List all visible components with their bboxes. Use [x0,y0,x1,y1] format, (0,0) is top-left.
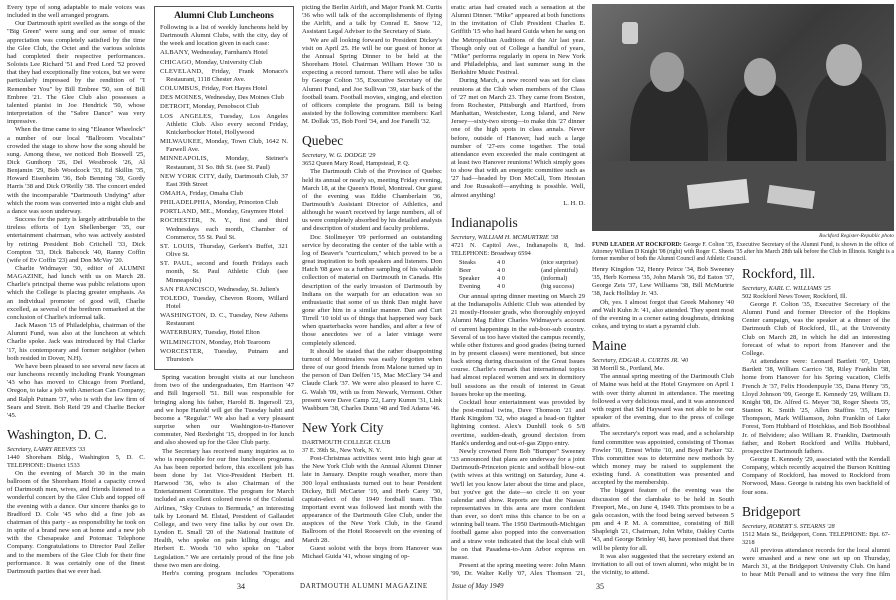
paragraph: George E. Kennedy '29, associated with the Kendall Company, which recently acquired the Burson Knitting Company of Rockford, has moved to Rockford from Norwood, Mass. George is raising his own backfield of four sons. [742,455,890,496]
paragraph: The secretary's report was read, and a scholarship fund committee was appointed, consisting of Thomas Fowler '10, Ernest White '10, and Boyd Parker '32. This committee was to determine new methods by which money may be raised to supplement the existing fund. A constitution was presented and accepted by the membership. [592,430,734,487]
luncheon-city: DETROIT, [160,103,191,111]
luncheon-city: CLEVELAND, [160,67,204,75]
luncheon-city: CHICAGO, [160,58,194,66]
luncheon-details: Friday, Frank Monaco's Restaurant, 1118 Chester Ave. [166,67,288,83]
news-photo [592,4,894,231]
luncheon-details: D. C., Tuesday, New Athens Restaurant [166,312,288,328]
report-card-label: Speaker [459,274,480,282]
paragraph: During March, a new record was set for class reunions at the Club when members of the Class of '27 met on March 23. They came from Boston, from Rochester, Pittsburgh and Hartford, from Manhattan, Westchester, Long Island, and New Jersey—sixty-two strong—to make this '27 dinner one of the high spots in class annals. Never before, outside of Hanover, had such a large number of '27-ers come together. The total attendance even exceeded the male contingent at at least two Hanover reunions! Which simply goes to show that with an energetic committee such as '27 had—headed by Don McCall, Tom Hessian and Joe Russakoff—anything is possible. Well, almost anything! [451,77,585,199]
luncheon-city: MILWAUKEE, [160,138,204,146]
paragraph: George F. Colton '35, Executive Secretary of the Alumni Fund and former Director of the Hopkins Center campaign, was the speaker at a dinner of the Dartmouth Club of Rockford, Ill., at the University Club on March 28, in which he did an interesting forecast of what to report from Hanover and the College. [742,301,890,357]
paragraph: Spring vacation brought visits at our luncheon from two of the undergraduates, Ern Harrison '47 and Bill Ingersoll '51. Bill was responsible for bringing along his father, Harold B. Ingersoll '23, and we hope Harold will get the Tuesday habit and become a "Regular." We also had a very pleasant surprise when our Washington-to-Hanover commuter, Ned Rexbright '15, dropped in for lunch and also showed up for the Glee Club party. [154,374,294,447]
issue-date-footer: Issue of May 1949 [452,582,504,590]
luncheon-list-item [160,113,288,137]
luncheon-details: Monday, Steiner's Restaurant, 31 So. 8th St. (see St. Paul) [166,155,288,171]
paragraph: Newly crowned Frere Bob "Bumper" Sweeney '33 announced that plans are underway for a joint Dartmouth-Princeton picnic and softball blow-out (with wives at this writing) on Saturday, June 4. We'll let you know later about the time and place, but you've got the date—so circle it on your calendar and show. Reports are that the Nassau representatives in this area are more confident than ever, so don't miss this chance to be on a winning ball team. The 1950 Dartmouth-Michigan football game also popped into the conversation and a straw vote indicated that the local club will be on that Pasadena-to-Ann Arbor express en masse. [451,447,585,561]
luncheon-details: Monday, Town Club, 1642 N. Farwell Ave. [166,138,288,154]
paragraph: Guest soloist with the boys from Hanover was Michael Guida '41, whose singing of op- [302,544,442,560]
page-gutter [446,0,448,600]
report-card-val: 4 0 [497,258,505,266]
luncheon-list-item [160,173,288,189]
section-title-washington: Washington, D. C. [7,426,107,442]
luncheon-list-item [160,348,288,364]
luncheon-list-item [160,94,288,102]
luncheon-city: ROCHESTER, [160,217,203,225]
luncheon-details: Tuesday, Putnam and Thurston's [166,347,289,363]
luncheon-list-item [160,49,288,57]
paragraph: Oh, yes. I almost forgot that Greek Mahoney '40 and Walt Kuhn Jr. '41, also attended. They spent most of the evening in a corner eating doughnuts, drinking cokes, and trying to start a pyramid club. [592,298,734,331]
luncheon-list-item [160,260,288,284]
column-6 [742,266,890,578]
signature: L. H. D. [563,199,585,207]
report-card-val: 4 0 [497,274,505,282]
address-line: 38 Morrill St., Portland, Me. [592,365,665,373]
report-card-val: 4 0 [497,266,505,274]
column-3 [302,4,442,578]
luncheon-city: ST. LOUIS, [160,242,196,250]
luncheon-list-item [160,312,288,328]
paragraph: eratic arias had created such a sensation at the Alumni Dinner. "Mike" appeared at both functions in the invitation of Club President Charles E. Griffith '15 who had heard Guida when he sang on the Metropolitan Auditions of the Air last year. Though only out of College a handful of years, "Mike" performs regularly in opera in New York and Philadelphia, and last summer sung in the Berkshire Music Festival. [451,4,585,77]
paragraph: When the time came to sing "Eleanor Wheelock" a number of our local "Ballroom Vocalists" crowded the stage to show how the song should be sung. Among these, we noticed Bob Boswell '25, Dick Gunthorp '26, Del Westbrook '26, Al Benjamin '29, Bob Woodcock '33, Ed Skillin '35, Howard Eisenheim '36, Bob Benning '39, Gordy Harris '38 and Dick O'Reilly '38. The concert ended with the incomparable "Dartmouth Undying" after which the room was converted into a night club and a dance was soon underway. [7,126,145,215]
luncheon-list-item [160,286,288,294]
luncheon-details: Wednesday, St. Julien's [217,285,280,293]
column-2 [154,4,294,578]
luncheon-details: Tuesday, Los Angeles Athletic Club. Also every second Friday, Knickerbocker Hotel, Hollywood [166,112,288,136]
paragraph: Charlie Widmayer '30, editor of ALUMNI MAGAZINE, had lunch with us on March 28. Charlie's principal theme was public relations upon which the College is placing greater emphasis. As an individual promoter of good will, Charlie excelled, as several of the brethren remarked at the conclusion of Charlie's informal talk. [7,265,145,321]
report-card-val: 4 0 [497,282,505,290]
column-4 [451,4,585,578]
report-card-label: Steaks [459,258,476,266]
column-5 [592,266,734,578]
luncheon-list-item [160,217,288,241]
luncheon-city: NEW YORK CITY, [160,172,217,180]
address-line: 1512 Main St., Bridgeport, Conn. TELEPHONE: Bpt. 67-3218 [742,530,890,546]
paragraph: It was also suggested that the secretary extend an invitation to all out of town alumni, who might be in the vicinity, to attend. [592,552,734,576]
luncheon-list-item [160,59,288,67]
paragraph: On the evening of March 30 in the main ballroom of the Shoreham Hotel a capacity crowd of Dartmouth men, wives, and friends listened to a wonderful concert by the Glee Club and topped off the evening with a dance. Our sincere thanks go to Bradford D. Cole '45 who did a fine job as chairman of this party - as responsibility he took on in spite of a brand new son at home and a new job with the Chesapeake and Potomac Telephone Company. Congratulations to Director Paul Zeller and to the members of the Glee Club for their fine performance. It was certainly one of the finest Dartmouth parties that we ever had. [7,469,145,575]
paragraph: Henry Kingdon '32, Henry Peirce '34, Bob Sweeney '35, Herb Korness '35, John Marsh '36, Ed Eaton '37, George Zeis '37, Lew Williams '38, Bill McMurtrie '38, Jack Holliday Jr. '43. [592,266,734,298]
report-card-note: (big success) [541,282,575,290]
luncheon-details: Friday, Omaha Club [189,189,244,197]
luncheon-list-intro: Following is a list of weekly luncheons held by Dartmouth Alumni Clubs, with the city, day of the week and location given in each case: [160,24,288,48]
section-title-maine: Maine [592,338,627,354]
paragraph: Cocktail hour entertainment was provided by the post-mutual twins, Dave Thomson '21 and Hank Kingdom '32, who staged a head-on fighter lightning contest. Alex's Dunhill took 6 5/8 overtime, sudden-death, ground decision from Hank's underdog and out-of-gas Zippo entry. [451,398,585,447]
magazine-title-footer: DARTMOUTH ALUMNI MAGAZINE [300,582,428,590]
paragraph: Success for the party is largely attributable to the tireless efforts of Lyn Shellenberger '35, our entertainment chairman, who was actively assisted by retiring President Bob Critchell '33, Dick Compton '33, Dick Babcock '40, Ranny Coffin (wife of Ev Coffin '23) and Don McVay '20. [7,216,145,264]
luncheon-details: second and fourth Fridays each month, St. Paul Athletic Club (see Minneapolis) [166,260,288,284]
luncheon-city: COLUMBUS, [160,85,201,93]
luncheon-details: Wednesday, Farnham's Hotel [191,49,268,57]
luncheon-list-item [160,190,288,198]
luncheon-details: daily, Dartmouth Club, 37 East 39th Street [166,172,288,188]
section-title-indianapolis: Indianapolis [451,214,518,230]
paragraph: Doc Stollmeyer '09 performed an outstanding service by decorating the center of the table with a log of Beaver's "curriculum," which proved to be a great inspiration to both speakers and listeners. Don Hatch '08 gave us a further sampling of his valuable collection of material on Dartmouth in Canada. His description of the early invasion of Dartmouth by Indians on the warpath for an education was so enthusiastic that some of us think Dan might have gone after him in a similar manner. Dan and Curt Tirrell '10 told us of things that happened way back when quarterbacks wore handles, and after a few of those anecdotes we of a later vintage were completely silenced. [302,233,442,347]
luncheon-list-item [160,103,288,111]
secretary-line: DARTMOUTH COLLEGE CLUB [302,439,391,447]
report-card-note: (and plentiful) [541,266,578,274]
person-head [744,58,776,96]
luncheon-city: MINNEAPOLIS, [160,155,209,163]
paragraph: Our annual spring dinner meeting on March 29 at the Indianapolis Athletic Club was attended by 21 mostly-Hoosier grads, who thoroughly enjoyed Alumni Mag Editor Charles Widmayer's account of current happenings in the sub-boo-sub country. Several of us too have visited the campus recently, while other fixtures and good grades (being turned in by present classes) were mentioned, but since back strong during discussion of the Great Issues course. Charlie's remark that international topics had almost replaced women and sex in dormitory bull sessions as the result of interest in Great Issues broke up the meeting. [451,292,585,398]
luncheon-city: LOS ANGELES, [160,112,214,120]
luncheon-city: OMAHA, [160,189,188,197]
address-line: 502 Rockford News Tower, Rockford, Ill. [742,293,848,300]
luncheon-city: PORTLAND, ME., [160,208,215,216]
paragraph: At attendance were: Leonard Bartlett '07, Upton Bartlett '38, William Carrico '38, Riley Franklin '38, home from Hanover for his Spring vacation, Cleffs French Jr '37, Felix Hoodenpuyle '35, Dana Henry '35, Lloyd Johnson '09, George E. Kennedy '29, William D. Knight '08, Dr. Alfred G. Meyer '38, Roger Sheets '35, Stanton K. Smith '25, Allen Staffins '35, Harry Thompson, Mark Williamson, John Franklin of Lake Forest, Tom Hubbard of Hotchkiss, and Bob Boothbeal Jr. of Belvidere; also William R. Franklin, Dartmouth father, and Robert Rockford and Willis Hubbard, prospective Dartmouth fathers. [742,358,890,455]
luncheon-city: PHILADELPHIA, [160,199,212,207]
luncheon-details: Friday, Fort Hayes Hotel [201,85,268,93]
luncheon-details: Monday, Hob Tearoom [208,338,271,346]
address-line: 37 E. 39th St., New York, N. Y. [302,447,382,455]
address-line: 3652 Queen Mary Road, Hampstead, P. Q. [302,160,410,168]
luncheon-city: TOLEDO, [160,294,190,302]
page-number-left: 34 [237,582,245,591]
photo-caption: FUND LEADER AT ROCKFORD: George F. Colton '35, Executive Secretary of the Alumni Fund, is shown in the office of Attorney William D Knight '08 (right) with Roger C. Sheets '35 after his March 28th talk before the Club in Illinois. Knight is a former member of both the Alumni Council and Athletic Council. [592,242,895,263]
secretary-line: Secretary, ROBERT S. STEARNS '28 [742,522,835,530]
paragraph: It should be stated that the rather disappointing turnout of Montrealers was easily forgotten when three of our good friends from Malone turned up in the person of Dan Delfen '15, Mac McClary '34 and Claude Clark '37. We were also pleased to have C. G. Walsh '09, with us from Newark, Vermont. Other present were Dave Camp '22, Larry Kumm '31, Link Washburn '38, Charles Dunn '48 and Ted Adams '46. [302,347,442,412]
report-card-note: (nice surprise) [541,258,578,266]
person-head [826,44,862,86]
address-line: 1440 Shoreham Bldg., Washington 5, D. C. TELEPHONE: District 1533 [7,453,145,469]
luncheon-list-item [160,329,288,337]
secretary-line: Secretary, EDGAR A. CURTIS JR. '40 [592,357,689,365]
report-card-row [459,283,585,291]
paragraph: Jack Mason '15 of Philadelphia, chairman of the Alumni Fund, was also at the luncheon at which Charlie spoke. Jack was introduced by Hal Clarke '17, his contemporary and former neighbor (when both resided in Dover, N.H). [7,322,145,362]
luncheon-city: DES MOINES, [160,94,204,102]
luncheon-city: WORCESTER, [160,347,204,355]
paragraph: We have been pleased to see several new faces at our luncheons recently including Frank Youngman '43 who has moved to Chicago from Portland, Oregon, to take a job with American Can Company; and Ralph Putnam '37, who is with the law firm of Sears and Streit. Bob Reid '29 and Charlie Becker '45. [7,362,145,419]
paragraph: Post-Christmas activities went into high gear at the New York Club with the Annual Alumni Dinner late in January. Despite rough weather, more than 300 loyal enthusiasts turned out to hear President Dickey, Bill McCarter '19, and Herb Carey '30, captain-elect of the 1949 football team. This important event was followed last month with the appearance of the Dartmouth Glee Club, under the auspices of the New York Club, in the Grand Ballroom of the Hotel Roosevelt on the evening of March 28. [302,455,442,544]
secretary-line: Secretary, LARRY REEVES '33 [7,445,86,453]
luncheon-details: Wednesday, Des Moines Club [204,94,285,102]
paragraph: The Secretary has received many inquiries as to who is responsible for our fine luncheon programs. As has been reported before, this excellent job has been done by 1st Vice-President Herbert H. Harwood '36, who is also Chairman of the Entertainment Committee. The program for March included an excellent colored movie of the Colonial Airlines, "Sky Cruises to Bermuda," an interesting talk by Leonard M. Elstad, President of Gallaudet College, and two very fine talks by our own Dr. Lyndon E. Small '20 of the National Institute of Health, who spoke on pain killing drugs; and Herbert E. Woods '10 who spoke on "Labor Legislation." We are certainly proud of the fine job these two men are doing. [154,447,294,569]
report-card-note: (informal) [541,274,568,282]
paragraph: The annual spring meeting of the Dartmouth Club of Maine was held at the Hotel Graymore on April 1 with over thirty alumni in attendance. The meeting followed a very delicious meal, and it was announced with regret that Sid Hayward was not able to be our speaker of the evening, due to the press of college affairs. [592,373,734,430]
luncheon-list-item [160,339,288,347]
luncheon-details: Monday, Graymore Hotel [215,208,284,216]
secretary-line: Secretary, WILLIAM H. MCMURTRIE '38 [451,233,559,241]
luncheon-list-item [160,243,288,259]
report-card-label: Beer [459,266,472,274]
address-line: 4721 N. Capitol Ave., Indianapolis 8, Ind. TELEPHONE: Broadway 6594 [451,241,585,257]
section-title-bridgeport: Bridgeport [742,503,801,519]
report-card-label: Evening [459,282,481,290]
luncheon-details: Tuesday, Chevron Room, Willard Hotel [166,294,288,310]
luncheon-details: Monday, University Club [194,58,263,66]
column-1 [7,4,145,578]
paragraph: Present at the spring meeting were: John Mann '99, Dr. Walter Kelly '07, Alex Thomson '21, [451,562,585,578]
report-card-row [459,259,585,267]
luncheon-list-item [160,199,288,207]
paragraph: The Dartmouth Club of the Province of Quebec held its annual or nearly so, meeting Friday evening, March 18, at the Queen's Hotel, Montreal. Our guest of the evening was Eddie Chamberlain '36, Dartmouth's Assistant Director of Athletics, and although he wasn't received by large numbers, all of us were completely absorbed by his detailed analysis and description of student and faculty problems. [302,168,442,233]
luncheon-list-title: Alumni Club Luncheons [174,11,274,21]
report-card-prefix [451,259,459,267]
page-number-right: 35 [596,582,604,591]
luncheon-list-item [160,138,288,154]
luncheon-list-item [160,68,288,84]
person-head [650,52,684,92]
luncheon-city: WILMINGTON, [160,338,208,346]
luncheon-list-box [154,6,294,370]
luncheon-list-item [160,155,288,171]
report-card-row [459,267,585,275]
luncheon-city: ST. PAUL, [160,260,193,268]
luncheon-city: WASHINGTON, [160,312,208,320]
section-title-quebec: Quebec [302,133,344,149]
luncheon-list-item [160,295,288,311]
luncheon-list-item [160,208,288,216]
secretary-line: Secretary, W. G. DODGE '29 [302,152,376,160]
luncheon-details: Monday, Princeton Club [213,199,279,207]
luncheon-city: SAN FRANCISCO, [160,285,217,293]
paragraph: Our Dartmouth spirit swelled as the songs of the "Big Green" were sung and our sense of music appreciation was completely satisfied by the time the Glee Club, the Octet and the various soloists had completed their respective performances. Soloists Lee Richard '51 and Fred Lord '52 proved that they had exceptionally fine voices, but we were particularly impressed by the rendition of "I Remember You" by Bill Embree '50, son of Bill Embree '21. The Glee Club also possesses a talented pianist in Joe Hendrick '50, whose interpretation of the "Sabre Dance" was very impressive. [7,20,145,126]
paragraph: picting the Berlin Airlift, and Major Frank M. Curtis '36 who will talk of the accomplishments of flying the Airlift, and a talk by Conrad E. Snow '12, Assistant Legal Adviser to the Secretary of State. [302,4,442,36]
paragraph: Every type of song adaptable to male voices was included in the well arranged program. [7,4,145,20]
paragraph: The biggest feature of the evening was the discussion of the clambake to be held in South Freeport, Me., on June 4, 1949. This promises to be a gala occasion, with the food being served between 5 pm and 4 P. M. A committee, consisting of Bill Shapleigh '21, Chairman, John White, Oakley Curtis '43, and George Brinley '40, have promised that there will be plenty for all. [592,487,734,552]
luncheon-details: N. Y., first and third Wednesdays each month, Chamber of Commerce, 55 St. Paul St. [166,217,288,241]
luncheon-details: Tuesday, Hotel Elton [204,329,260,337]
luncheon-details: Monday, Penobscot Club [192,103,260,111]
paragraph: Herb's coming program includes "Operations [162,569,294,577]
section-title-new-york: New York City [302,420,384,436]
secretary-line: Secretary, KARL C. WILLIAMS '25 [742,285,831,292]
luncheon-city: WATERBURY, [160,329,203,337]
section-title-rockford: Rockford, Ill. [742,266,816,281]
photo-credit: Rockford Register-Republic photo [819,233,894,239]
luncheon-city: ALBANY, [160,49,190,57]
report-card-table [459,259,585,291]
luncheon-details: Thursday, Gerken's Buffet, 321 Olive St. [166,242,288,259]
report-card-row [459,275,585,283]
paragraph: We are all looking forward to President Dickey's visit on April 25. He will be our guest of honor at the Annual Spring Dinner to be held at the Shoreham Hotel. Chairman William Howe '30 is expecting a record turnout. There will also be talks by George Colton '35, Executive Secretary of the Alumni Fund, and Joe Sullivan '39, star back of the football team. Football movies, singing, and election of officers complete the program. Bill is being assisted by the following committee members: Karl M. Dollak '35, Bob Ford '34, and Joe Fanelli '32. [302,36,442,126]
paragraph: All previous attendance records for the local alumni were smashed and a new one set up on Thursday, March 31, at the Bridgeport University Club. On hand to hear Milt Persall and to witness the very fine film [742,546,890,578]
luncheon-list-item [160,85,288,93]
